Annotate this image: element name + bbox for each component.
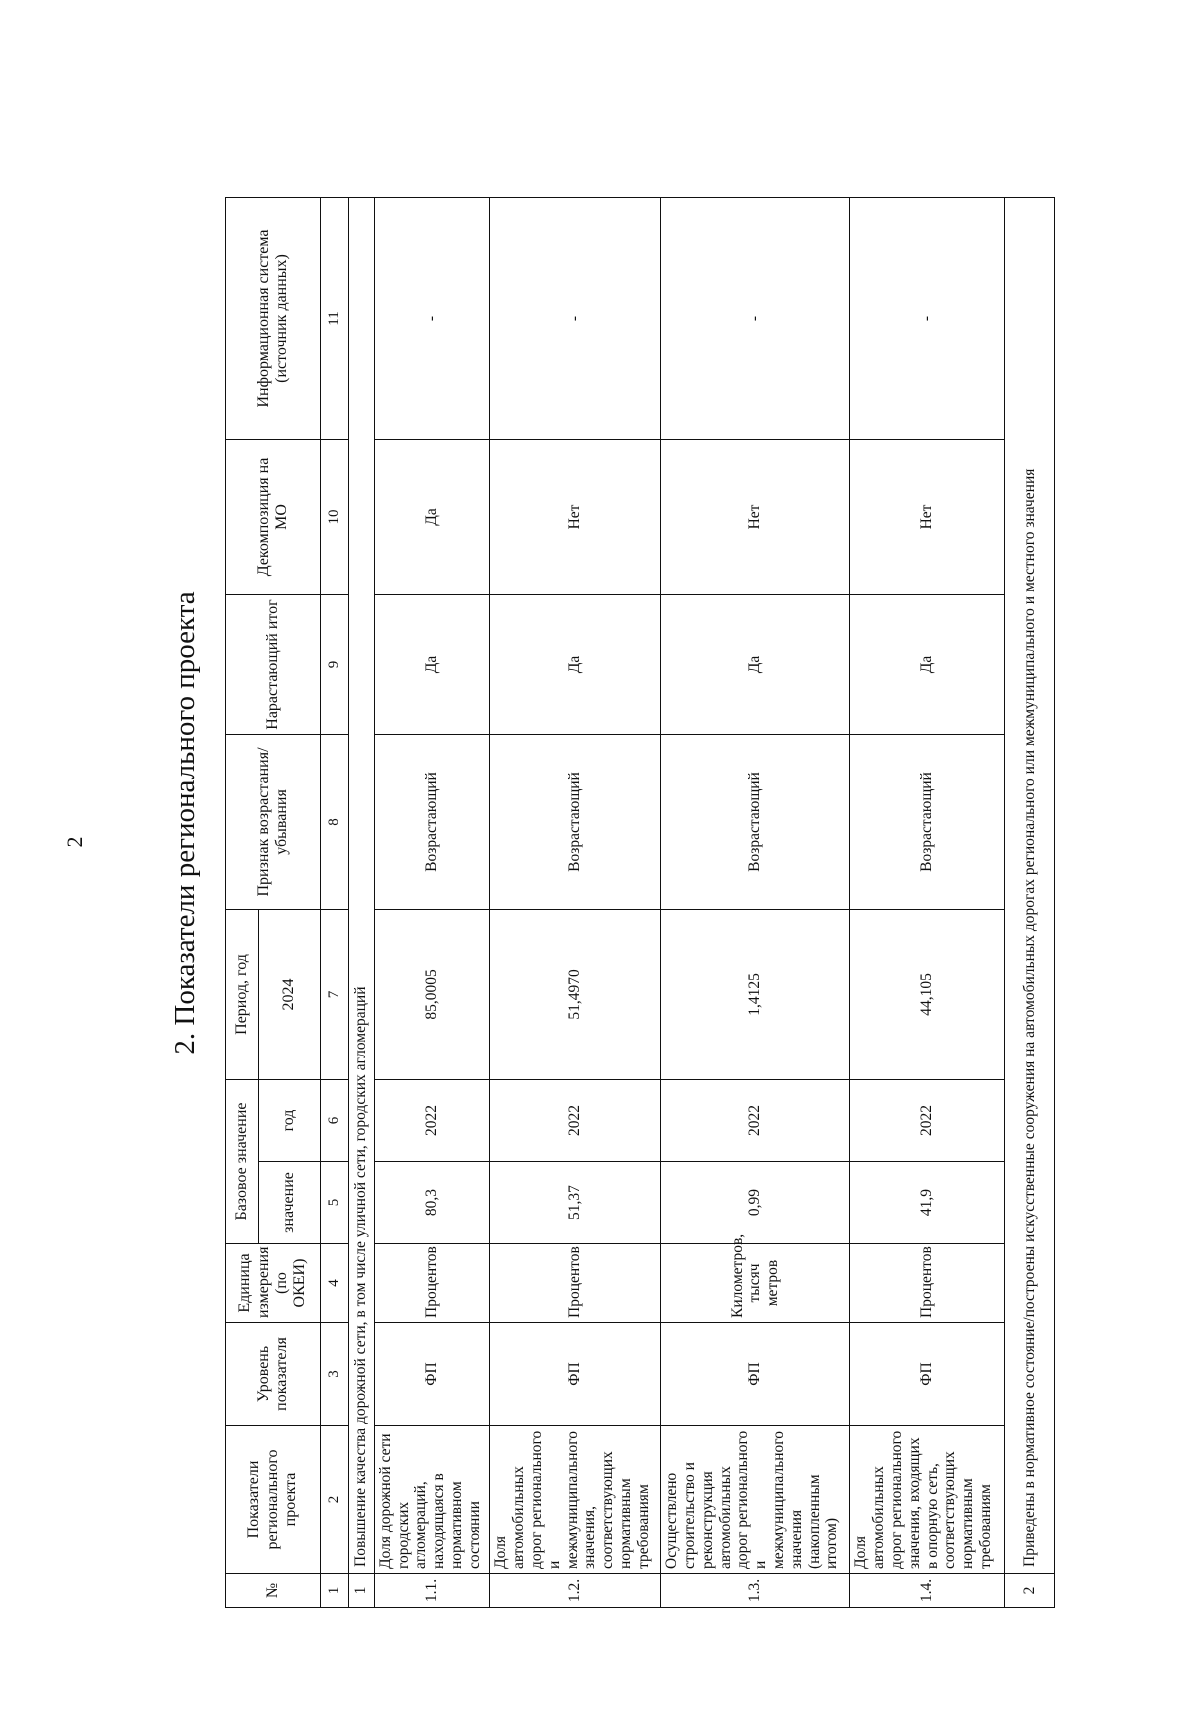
- indicators-table: [225, 197, 1055, 1608]
- rotated-page-content: [165, 38, 1055, 1608]
- row-unit: Процентов: [374, 1244, 490, 1323]
- row-info-system: -: [850, 197, 1005, 439]
- section-1-num: 1: [348, 1574, 374, 1608]
- row-base-value: 80,3: [374, 1162, 490, 1244]
- row-cumulative: Да: [490, 594, 661, 734]
- row-info-system: -: [661, 197, 850, 439]
- row-value-2024: 85,0005: [374, 909, 490, 1079]
- row-decomposition: Нет: [850, 439, 1005, 594]
- col-number: 3: [321, 1323, 349, 1426]
- page-title: 2. Показатели регионального проекта: [169, 591, 201, 1055]
- row-cumulative: Да: [374, 594, 490, 734]
- row-decomposition: Нет: [661, 439, 850, 594]
- row-indicator: Доля дорожной сети городских агломераций, находящаяся в нормативном состоянии: [374, 1426, 490, 1574]
- row-unit: Процентов: [850, 1244, 1005, 1323]
- row-cumulative: Да: [850, 594, 1005, 734]
- col-number: 7: [321, 909, 349, 1079]
- row-num: 1.3.: [661, 1574, 850, 1608]
- row-unit: Процентов: [490, 1244, 661, 1323]
- row-indicator: Осуществлено строительство и реконструкция автомобильных дорог регионального и межмуниципального значения (накопленным итогом): [661, 1426, 850, 1574]
- header-info-system: Информационная система (источник данных): [226, 197, 321, 439]
- page-number: 2: [62, 836, 87, 848]
- row-num: 1.2.: [490, 1574, 661, 1608]
- header-base-value: значение: [259, 1162, 321, 1244]
- row-base-value: 0,99: [661, 1162, 850, 1244]
- table-row: [661, 197, 850, 1607]
- row-base-year: 2022: [374, 1079, 490, 1161]
- row-value-2024: 51,4970: [490, 909, 661, 1079]
- header-level: Уровень показателя: [226, 1323, 321, 1426]
- header-decomposition: Декомпозиция на МО: [226, 439, 321, 594]
- section-1-title: Повышение качества дорожной сети, в том числе уличной сети, городских агломераций: [348, 197, 374, 1573]
- col-number: 1: [321, 1574, 349, 1608]
- row-info-system: -: [374, 197, 490, 439]
- row-base-year: 2022: [850, 1079, 1005, 1161]
- section-2-num: 2: [1005, 1574, 1055, 1608]
- col-number: 2: [321, 1426, 349, 1574]
- row-base-value: 51,37: [490, 1162, 661, 1244]
- col-number: 10: [321, 439, 349, 594]
- row-indicator: Доля автомобильных дорог регионального значения, входящих в опорную сеть, соответствующих нормативным требованиям: [850, 1426, 1005, 1574]
- col-number: 6: [321, 1079, 349, 1161]
- header-cumulative: Нарастающий итог: [226, 594, 321, 734]
- row-num: 1.4.: [850, 1574, 1005, 1608]
- row-num: 1.1.: [374, 1574, 490, 1608]
- header-base: Базовое значение: [226, 1079, 259, 1243]
- col-number: 8: [321, 734, 349, 909]
- table-row: [374, 197, 490, 1607]
- row-level: ФП: [490, 1323, 661, 1426]
- row-level: ФП: [661, 1323, 850, 1426]
- header-num: №: [226, 1574, 321, 1608]
- header-base-year: год: [259, 1079, 321, 1161]
- row-decomposition: Да: [374, 439, 490, 594]
- row-level: ФП: [374, 1323, 490, 1426]
- row-base-year: 2022: [661, 1079, 850, 1161]
- row-sign: Возрастающий: [850, 734, 1005, 909]
- col-number: 5: [321, 1162, 349, 1244]
- row-indicator: Доля автомобильных дорог регионального и межмуниципального значения, соответствующих нормативным требованиям: [490, 1426, 661, 1574]
- row-info-system: -: [490, 197, 661, 439]
- row-cumulative: Да: [661, 594, 850, 734]
- row-value-2024: 44,105: [850, 909, 1005, 1079]
- row-base-year: 2022: [490, 1079, 661, 1161]
- col-number: 11: [321, 197, 349, 439]
- header-period-year: 2024: [259, 909, 321, 1079]
- row-sign: Возрастающий: [661, 734, 850, 909]
- row-decomposition: Нет: [490, 439, 661, 594]
- header-indicator: Показатели регионального проекта: [226, 1426, 321, 1574]
- header-period: Период, год: [226, 909, 259, 1079]
- row-unit: Километров, тысяч метров: [661, 1244, 850, 1323]
- row-level: ФП: [850, 1323, 1005, 1426]
- row-base-value: 41,9: [850, 1162, 1005, 1244]
- section-2-title: Приведены в нормативное состояние/построены искусственные сооружения на автомобильных дорогах регионального или межмуниципального и местного значения: [1005, 197, 1055, 1573]
- table-row: [490, 197, 661, 1607]
- row-sign: Возрастающий: [490, 734, 661, 909]
- table-row: [850, 197, 1005, 1607]
- header-sign: Признак возрастания/ убывания: [226, 734, 321, 909]
- col-number: 4: [321, 1244, 349, 1323]
- col-number: 9: [321, 594, 349, 734]
- header-unit: Единица измерения (по ОКЕИ): [226, 1244, 321, 1323]
- row-sign: Возрастающий: [374, 734, 490, 909]
- row-value-2024: 1,4125: [661, 909, 850, 1079]
